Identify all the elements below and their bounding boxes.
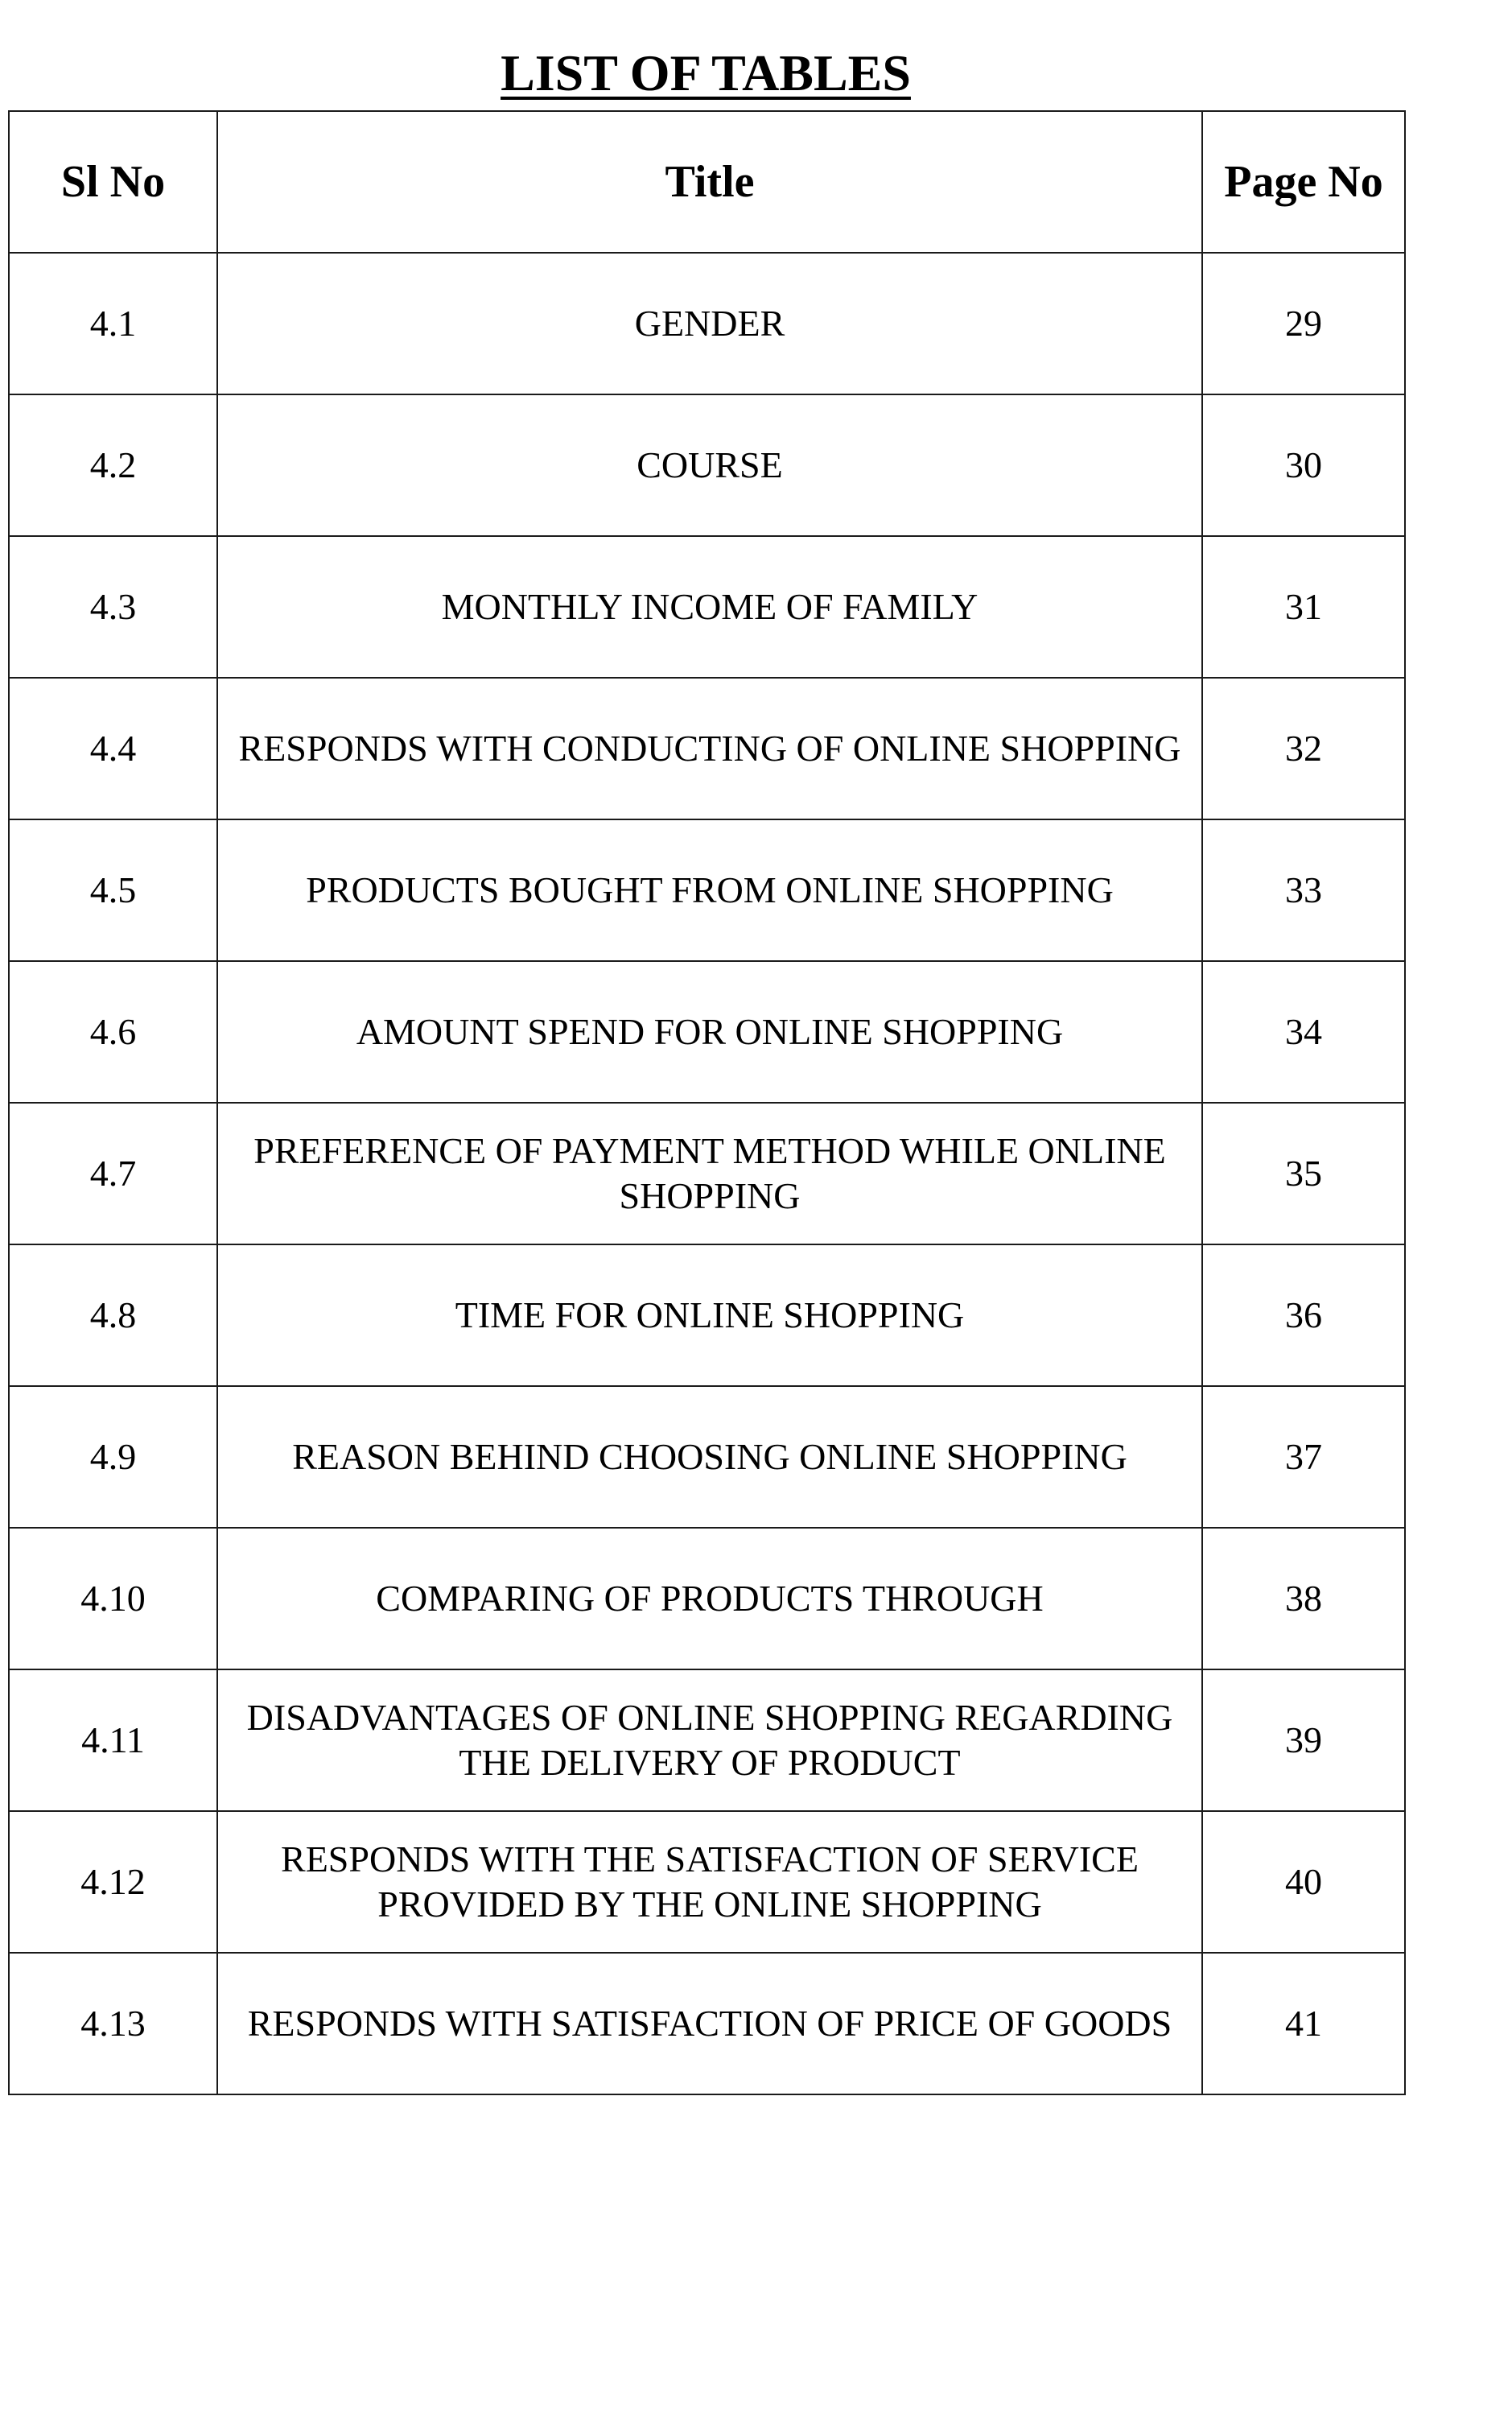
cell-title: PRODUCTS BOUGHT FROM ONLINE SHOPPING — [217, 819, 1202, 961]
cell-page-no: 34 — [1202, 961, 1405, 1103]
cell-sl-no: 4.9 — [9, 1386, 217, 1528]
cell-page-no: 35 — [1202, 1103, 1405, 1244]
cell-sl-no: 4.11 — [9, 1669, 217, 1811]
cell-title: RESPONDS WITH CONDUCTING OF ONLINE SHOPPING — [217, 678, 1202, 819]
cell-sl-no: 4.1 — [9, 253, 217, 394]
table-row — [9, 394, 1405, 536]
cell-sl-no: 4.3 — [9, 536, 217, 678]
header-title: Title — [217, 111, 1202, 253]
table-row — [9, 819, 1405, 961]
cell-sl-no: 4.10 — [9, 1528, 217, 1669]
cell-page-no: 40 — [1202, 1811, 1405, 1953]
table-header-row — [9, 111, 1405, 253]
header-sl-no: Sl No — [9, 111, 217, 253]
cell-page-no: 36 — [1202, 1244, 1405, 1386]
cell-title: MONTHLY INCOME OF FAMILY — [217, 536, 1202, 678]
page-title: LIST OF TABLES — [501, 43, 911, 101]
cell-title: AMOUNT SPEND FOR ONLINE SHOPPING — [217, 961, 1202, 1103]
cell-sl-no: 4.8 — [9, 1244, 217, 1386]
cell-page-no: 37 — [1202, 1386, 1405, 1528]
cell-page-no: 33 — [1202, 819, 1405, 961]
list-of-tables — [8, 110, 1406, 2095]
cell-page-no: 30 — [1202, 394, 1405, 536]
table-row — [9, 1811, 1405, 1953]
header-page-no: Page No — [1202, 111, 1405, 253]
cell-title: RESPONDS WITH SATISFACTION OF PRICE OF GOODS — [217, 1953, 1202, 2094]
table-row — [9, 1953, 1405, 2094]
table-row — [9, 1386, 1405, 1528]
cell-page-no: 31 — [1202, 536, 1405, 678]
cell-page-no: 38 — [1202, 1528, 1405, 1669]
table-row — [9, 536, 1405, 678]
table-row — [9, 1528, 1405, 1669]
cell-title: REASON BEHIND CHOOSING ONLINE SHOPPING — [217, 1386, 1202, 1528]
table-row — [9, 1244, 1405, 1386]
cell-page-no: 32 — [1202, 678, 1405, 819]
table-row — [9, 1669, 1405, 1811]
table-row — [9, 1103, 1405, 1244]
cell-sl-no: 4.2 — [9, 394, 217, 536]
cell-title: PREFERENCE OF PAYMENT METHOD WHILE ONLINE SHOPPING — [217, 1103, 1202, 1244]
cell-title: GENDER — [217, 253, 1202, 394]
cell-title: TIME FOR ONLINE SHOPPING — [217, 1244, 1202, 1386]
cell-sl-no: 4.13 — [9, 1953, 217, 2094]
cell-sl-no: 4.7 — [9, 1103, 217, 1244]
cell-title: RESPONDS WITH THE SATISFACTION OF SERVICE PROVIDED BY THE ONLINE SHOPPING — [217, 1811, 1202, 1953]
cell-page-no: 39 — [1202, 1669, 1405, 1811]
cell-title: DISADVANTAGES OF ONLINE SHOPPING REGARDING THE DELIVERY OF PRODUCT — [217, 1669, 1202, 1811]
cell-page-no: 29 — [1202, 253, 1405, 394]
cell-sl-no: 4.5 — [9, 819, 217, 961]
cell-sl-no: 4.12 — [9, 1811, 217, 1953]
cell-sl-no: 4.4 — [9, 678, 217, 819]
cell-page-no: 41 — [1202, 1953, 1405, 2094]
cell-title: COMPARING OF PRODUCTS THROUGH — [217, 1528, 1202, 1669]
cell-title: COURSE — [217, 394, 1202, 536]
table-row — [9, 678, 1405, 819]
cell-sl-no: 4.6 — [9, 961, 217, 1103]
table-row — [9, 961, 1405, 1103]
table-row — [9, 253, 1405, 394]
